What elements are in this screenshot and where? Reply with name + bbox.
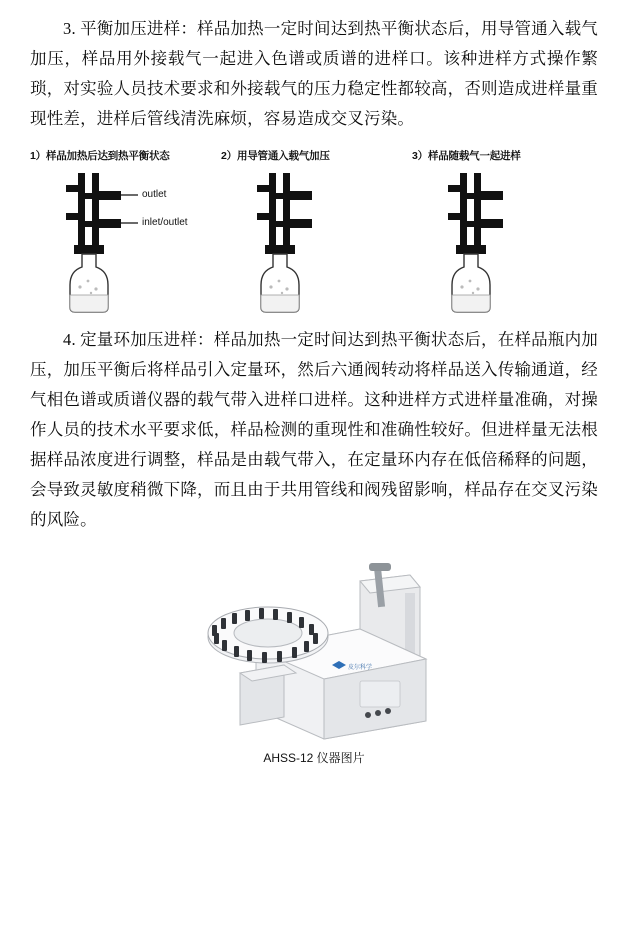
instrument-caption: AHSS-12 仪器图片 [263,751,365,765]
instrument-brand-text: 皮尔科学 [348,665,373,671]
label-inlet-outlet: inlet/outlet [142,217,188,228]
figure-step-1-caption: 1）样品加热后达到热平衡状态 [30,150,170,162]
vial-diagram-1 [30,167,216,315]
vial-diagram-2-svg [221,167,407,315]
vial-diagram-3-svg [412,167,598,315]
paragraph-3: 3. 平衡加压进样：样品加热一定时间达到热平衡状态后，用导管通入载气加压，样品用外接载气一起进入色谱或质谱的进样口。该种进样方式操作繁琐，对实验人员技术要求和外接载气的压力稳定性都较高，否则造成进样量重现性差，进样后管线清洗麻烦，容易造成交叉污染。 [30,19,598,128]
instrument-photo [164,553,464,743]
label-outlet: outlet [142,189,167,200]
instrument-figure [30,553,598,766]
figure-group-headspace-steps [30,148,598,315]
figure-step-2-caption: 2）用导管通入载气加压 [221,150,330,162]
vial-diagram-3 [412,167,598,315]
figure-step-1 [30,148,216,315]
instrument-photo-svg [164,553,464,743]
paragraph-4: 4. 定量环加压进样：样品加热一定时间达到热平衡状态后，在样品瓶内加压，加压平衡后将样品引入定量环，然后六通阀转动将样品送入传输通道，经气相色谱或质谱仪器的载气带入进样口进样。这种进样方式进样量准确，对操作人员的技术水平要求低，样品检测的重现性和准确性较好。但进样量无法根据样品浓度进行调整，样品是由载气带入，在定量环内存在低倍稀释的问题，会导致灵敏度稍微下降，而且由于共用管线和阀残留影响，样品存在交叉污染的风险。 [30,330,598,529]
vial-diagram-2 [221,167,407,315]
figure-step-2 [221,148,407,315]
figure-step-3-caption: 3）样品随载气一起进样 [412,150,521,162]
vial-diagram-1-svg [30,167,216,315]
figure-step-3 [412,148,598,315]
